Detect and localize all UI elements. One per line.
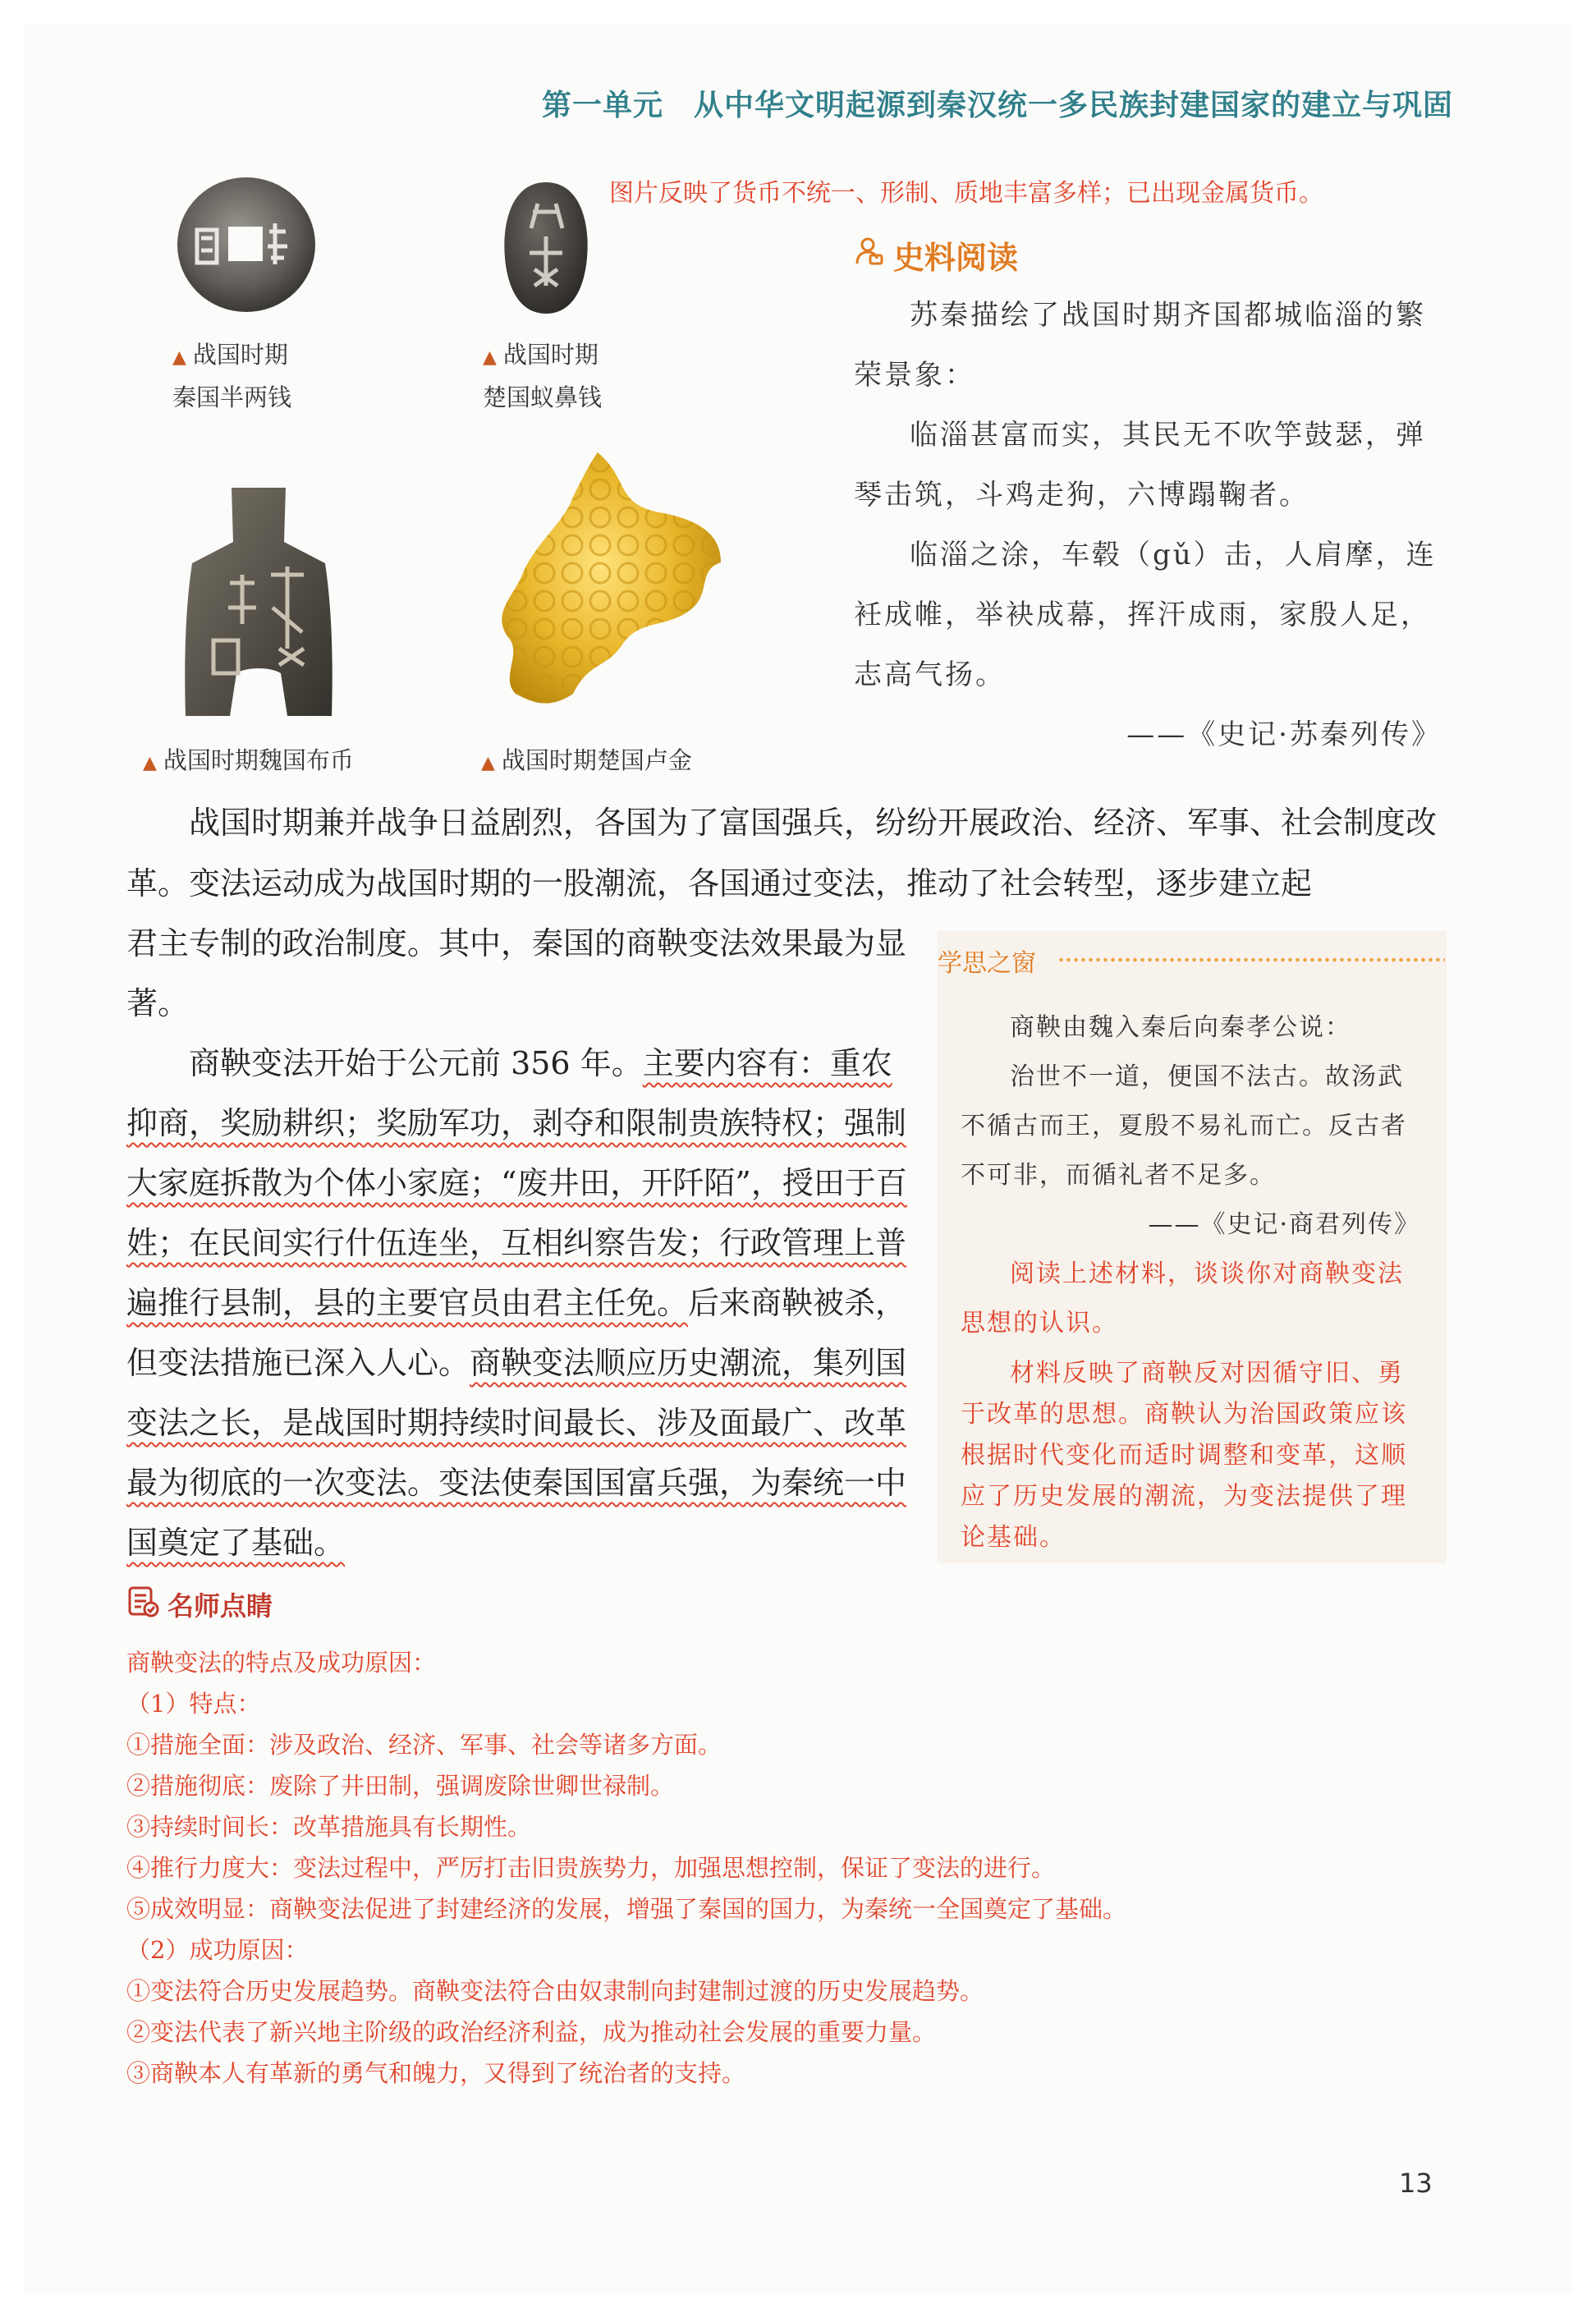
reading-intro: 苏秦描绘了战国时期齐国都城临淄的繁荣景象： bbox=[854, 299, 1426, 392]
triangle-marker-icon: ▲ bbox=[483, 347, 497, 368]
unit-header: 第一单元 从中华文明起源到秦汉统一多民族封建国家的建立与巩固 bbox=[541, 89, 1453, 122]
tips-line: ③持续时间长：改革措施具有长期性。 bbox=[126, 1813, 532, 1841]
study-window-title: 学思之窗 bbox=[938, 949, 1036, 978]
gold-plate-image bbox=[475, 447, 737, 718]
reading-para-2: 临淄之涂，车毂（gǔ）击，人肩摩，连衽成帷，举袂成幕，挥汗成雨，家殷人足，志高气扬。 bbox=[854, 539, 1437, 691]
gold-plate-caption: ▲ 战国时期楚国卢金 bbox=[481, 746, 692, 774]
tips-line: ①变法符合历史发展趋势。商鞅变法符合由奴隶制向封建制过渡的历史发展趋势。 bbox=[126, 1977, 984, 2005]
yibi-coin-image bbox=[497, 179, 595, 317]
tips-line: ②措施彻底：废除了井田制，强调废除世卿世禄制。 bbox=[126, 1772, 675, 1800]
reading-person-icon bbox=[854, 236, 885, 274]
bubi-coin-image bbox=[181, 484, 337, 723]
window-answer: 材料反映了商鞅反对因循守旧、勇于改革的思想。商鞅认为治国政策应该根据时代变化而适时调整和变革，这顺应了历史发展的潮流，为变法提供了理论基础。 bbox=[961, 1359, 1407, 1552]
reading-section-title: 史料阅读 bbox=[854, 232, 1018, 278]
main-paragraph-1: 战国时期兼并战争日益剧烈，各国为了富国强兵，纷纷开展政治、经济、军事、社会制度改革。变法运动成为战国时期的一股潮流，各国通过变法，推动了社会转型，逐步建立起 bbox=[126, 805, 1438, 902]
reading-para-1: 临淄甚富而实，其民无不吹竽鼓瑟，弹琴击筑，斗鸡走狗，六博蹋鞠者。 bbox=[854, 419, 1426, 512]
tips-line: （1）特点： bbox=[126, 1690, 261, 1718]
study-window-body bbox=[961, 1003, 1420, 1558]
dotted-divider bbox=[1057, 957, 1445, 962]
banliang-caption: ▲ 战国时期 秦国半两钱 bbox=[172, 341, 292, 411]
reading-text bbox=[854, 286, 1442, 765]
figure-annotation: 图片反映了货币不统一、形制、质地丰富多样；已出现金属货币。 bbox=[609, 179, 1323, 208]
yibi-caption: ▲ 战国时期 楚国蚁鼻钱 bbox=[483, 341, 603, 411]
tips-line: （2）成功原因： bbox=[126, 1936, 309, 1964]
tips-line: ③商鞅本人有革新的勇气和魄力，又得到了统治者的支持。 bbox=[126, 2059, 746, 2087]
window-question: 阅读上述材料，谈谈你对商鞅变法思想的认识。 bbox=[961, 1259, 1404, 1337]
banliang-coin-image bbox=[172, 172, 320, 316]
triangle-marker-icon: ▲ bbox=[481, 753, 495, 773]
tips-line: 商鞅变法的特点及成功原因： bbox=[126, 1649, 437, 1677]
main-paragraph-1-rest: 君主专制的政治制度。其中，秦国的商鞅变法效果最为显著。 bbox=[126, 925, 907, 1021]
reading-source: ——《史记·苏秦列传》 bbox=[1126, 718, 1442, 751]
triangle-marker-icon: ▲ bbox=[172, 347, 186, 368]
main-paragraph-2: 商鞅变法开始于公元前 356 年。主要内容有：重农抑商，奖励耕织；奖励军功，剥夺和限制贵族特权；强制大家庭拆散为个体小家庭；“废井田，开阡陌”，授田于百姓；在民间实行什伍连坐，互相纠察告发；行政管理上普遍推行县制，县的主要官员由君主任免。后来商鞅被杀，但变法措施已深入人心。商鞅变法顺应历史潮流，集列国变法之长，是战国时期持续时间最长、涉及面最广、改革最为彻底的一次变法。变法使秦国国富兵强，为秦统一中国奠定了基础。 bbox=[126, 1045, 907, 1561]
triangle-marker-icon: ▲ bbox=[143, 753, 157, 773]
bubi-caption: ▲ 战国时期魏国布币 bbox=[143, 746, 354, 774]
window-intro: 商鞅由魏入秦后向秦孝公说： bbox=[1010, 1013, 1351, 1042]
tips-line: ④推行力度大：变法过程中，严厉打击旧贵族势力，加强思想控制，保证了变法的进行。 bbox=[126, 1854, 1056, 1882]
main-left-column bbox=[126, 914, 910, 1573]
reform-significance-underlined: 商鞅变法顺应历史潮流，集列国变法之长，是战国时期持续时间最长、涉及面最广、改革最为彻底的一次变法。变法使秦国国富兵强，为秦统一中国奠定了基础。 bbox=[126, 1345, 907, 1561]
reform-content-underlined: 主要内容有：重农抑商，奖励耕织；奖励军功，剥夺和限制贵族特权；强制大家庭拆散为个体小家庭；“废井田，开阡陌”，授田于百姓；在民间实行什伍连坐，互相纠察告发；行政管理上普遍推行县制，县的主要官员由君主任免。 bbox=[126, 1045, 907, 1321]
tips-line: ①措施全面：涉及政治、经济、军事、社会等诸多方面。 bbox=[126, 1731, 722, 1759]
window-source: ——《史记·商君列传》 bbox=[1148, 1210, 1420, 1239]
notepad-check-icon bbox=[126, 1585, 159, 1624]
tips-line: ⑤成效明显：商鞅变法促进了封建经济的发展，增强了秦国的国力，为秦统一全国奠定了基础。 bbox=[126, 1895, 1127, 1923]
page-number: 13 bbox=[1399, 2168, 1433, 2199]
tips-body bbox=[126, 1642, 1456, 2094]
tips-section-title: 名师点睛 bbox=[126, 1585, 273, 1624]
tips-line: ②变法代表了新兴地主阶级的政治经济利益，成为推动社会发展的重要力量。 bbox=[126, 2018, 937, 2046]
window-quote: 治世不一道，便国不法古。故汤武不循古而王，夏殷不易礼而亡。反古者不可非，而循礼者不足多。 bbox=[961, 1062, 1407, 1190]
